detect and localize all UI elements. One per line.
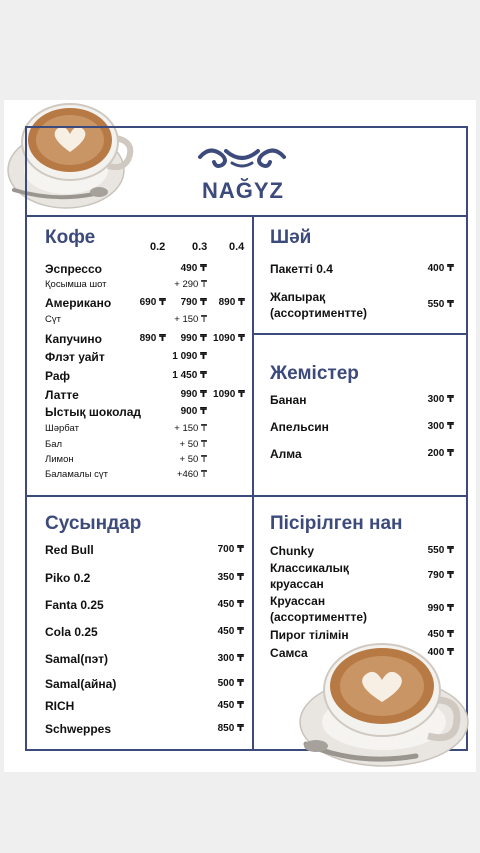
bakery-item-name: Классикалық <box>270 561 349 575</box>
fruits-item-name: Банан <box>270 393 307 407</box>
coffee-item-name: Капучино <box>45 332 102 346</box>
coffee-addon-name: Баламалы сүт <box>45 469 109 480</box>
fruits-item-price: 200 ₸ <box>427 448 454 459</box>
bakery-item-price: 990 ₸ <box>427 603 454 614</box>
bakery-title: Пісірілген нан <box>270 513 403 534</box>
bakery-item-name: Пирог тілімін <box>270 628 349 642</box>
coffee-item-name: Ыстық шоколад <box>45 405 142 419</box>
drinks-item-price: 700 ₸ <box>217 544 244 555</box>
bakery-item-price: 550 ₸ <box>427 545 454 556</box>
coffee-price-03: + 150 ₸ <box>174 314 207 325</box>
coffee-price-03: +460 ₸ <box>176 469 207 480</box>
coffee-price-03: 990 ₸ <box>180 389 207 400</box>
drinks-title: Сусындар <box>45 513 142 534</box>
tea-title: Шәй <box>270 227 312 248</box>
bakery-item-name-line2: (ассортиментте) <box>270 610 367 624</box>
drinks-item-price: 850 ₸ <box>217 723 244 734</box>
divider-header <box>25 215 468 217</box>
coffee-price-03: 490 ₸ <box>180 263 207 274</box>
drinks-item-name: Piko 0.2 <box>45 571 91 585</box>
drinks-item-name: Red Bull <box>45 543 94 557</box>
drinks-item-price: 500 ₸ <box>217 678 244 689</box>
size-header-02: 0.2 <box>150 241 166 253</box>
divider-tea-fruits <box>253 333 468 335</box>
divider-middle <box>25 495 468 497</box>
coffee-item-name: Латте <box>45 388 79 402</box>
drinks-item-name: Fanta 0.25 <box>45 598 104 612</box>
coffee-price-03: + 150 ₸ <box>174 423 207 434</box>
coffee-addon-name: Сүт <box>45 314 61 325</box>
drinks-item-price: 300 ₸ <box>217 653 244 664</box>
logo-ornament <box>196 143 288 173</box>
coffee-cup-image-bottom <box>292 640 470 772</box>
coffee-price-03: 990 ₸ <box>180 333 207 344</box>
coffee-price-03: 1 090 ₸ <box>172 351 207 362</box>
fruits-item-name: Апельсин <box>270 420 329 434</box>
drinks-item-price: 450 ₸ <box>217 626 244 637</box>
coffee-price-04: 1090 ₸ <box>213 389 245 400</box>
coffee-title: Кофе <box>45 227 96 248</box>
drinks-item-name: Samal(пэт) <box>45 652 108 666</box>
fruits-item-price: 300 ₸ <box>427 421 454 432</box>
coffee-item-name: Флэт уайт <box>45 350 105 364</box>
tea-item-name: Жапырақ <box>270 290 326 304</box>
tea-item-name: Пакетті 0.4 <box>270 262 333 276</box>
drinks-item-name: RICH <box>45 699 75 713</box>
coffee-price-03: + 290 ₸ <box>174 279 207 290</box>
coffee-item-name: Американо <box>45 296 112 310</box>
bakery-item-name: Самса <box>270 646 308 660</box>
coffee-price-03: 790 ₸ <box>180 297 207 308</box>
bakery-item-price: 400 ₸ <box>427 647 454 658</box>
coffee-price-04: 890 ₸ <box>218 297 245 308</box>
coffee-addon-name: Қосымша шот <box>45 279 107 290</box>
fruits-item-price: 300 ₸ <box>427 394 454 405</box>
drinks-item-name: Cola 0.25 <box>45 625 98 639</box>
drinks-item-price: 350 ₸ <box>217 572 244 583</box>
bakery-item-price: 450 ₸ <box>427 629 454 640</box>
divider-vertical <box>252 215 254 751</box>
brand-logo-text: NAĞYZ <box>202 178 284 203</box>
coffee-price-04: 1090 ₸ <box>213 333 245 344</box>
coffee-price-03: + 50 ₸ <box>179 454 207 465</box>
size-header-04: 0.4 <box>229 241 245 253</box>
tea-item-price: 400 ₸ <box>427 263 454 274</box>
coffee-item-name: Раф <box>45 369 71 383</box>
bakery-item-name-line2: круассан <box>270 577 324 591</box>
drinks-item-price: 450 ₸ <box>217 700 244 711</box>
tea-item-name-line2: (ассортиментте) <box>270 306 367 320</box>
coffee-addon-name: Шәрбат <box>45 423 79 434</box>
tea-item-price: 550 ₸ <box>427 299 454 310</box>
coffee-addon-name: Лимон <box>45 454 74 465</box>
coffee-item-name: Эспрессо <box>45 262 102 276</box>
bakery-item-price: 790 ₸ <box>427 570 454 581</box>
drinks-item-name: Schweppes <box>45 722 112 736</box>
bakery-item-name: Chunky <box>270 544 315 558</box>
coffee-price-02: 690 ₸ <box>139 297 166 308</box>
drinks-item-price: 450 ₸ <box>217 599 244 610</box>
size-header-03: 0.3 <box>192 241 208 253</box>
drinks-item-name: Samal(айна) <box>45 677 117 691</box>
fruits-item-name: Алма <box>270 447 302 461</box>
coffee-price-03: 1 450 ₸ <box>172 370 207 381</box>
coffee-addon-name: Бал <box>45 439 63 450</box>
bakery-item-name: Круассан <box>270 594 326 608</box>
coffee-price-03: 900 ₸ <box>180 406 207 417</box>
fruits-title: Жемістер <box>270 363 359 384</box>
coffee-price-02: 890 ₸ <box>139 333 166 344</box>
coffee-price-03: + 50 ₸ <box>179 439 207 450</box>
